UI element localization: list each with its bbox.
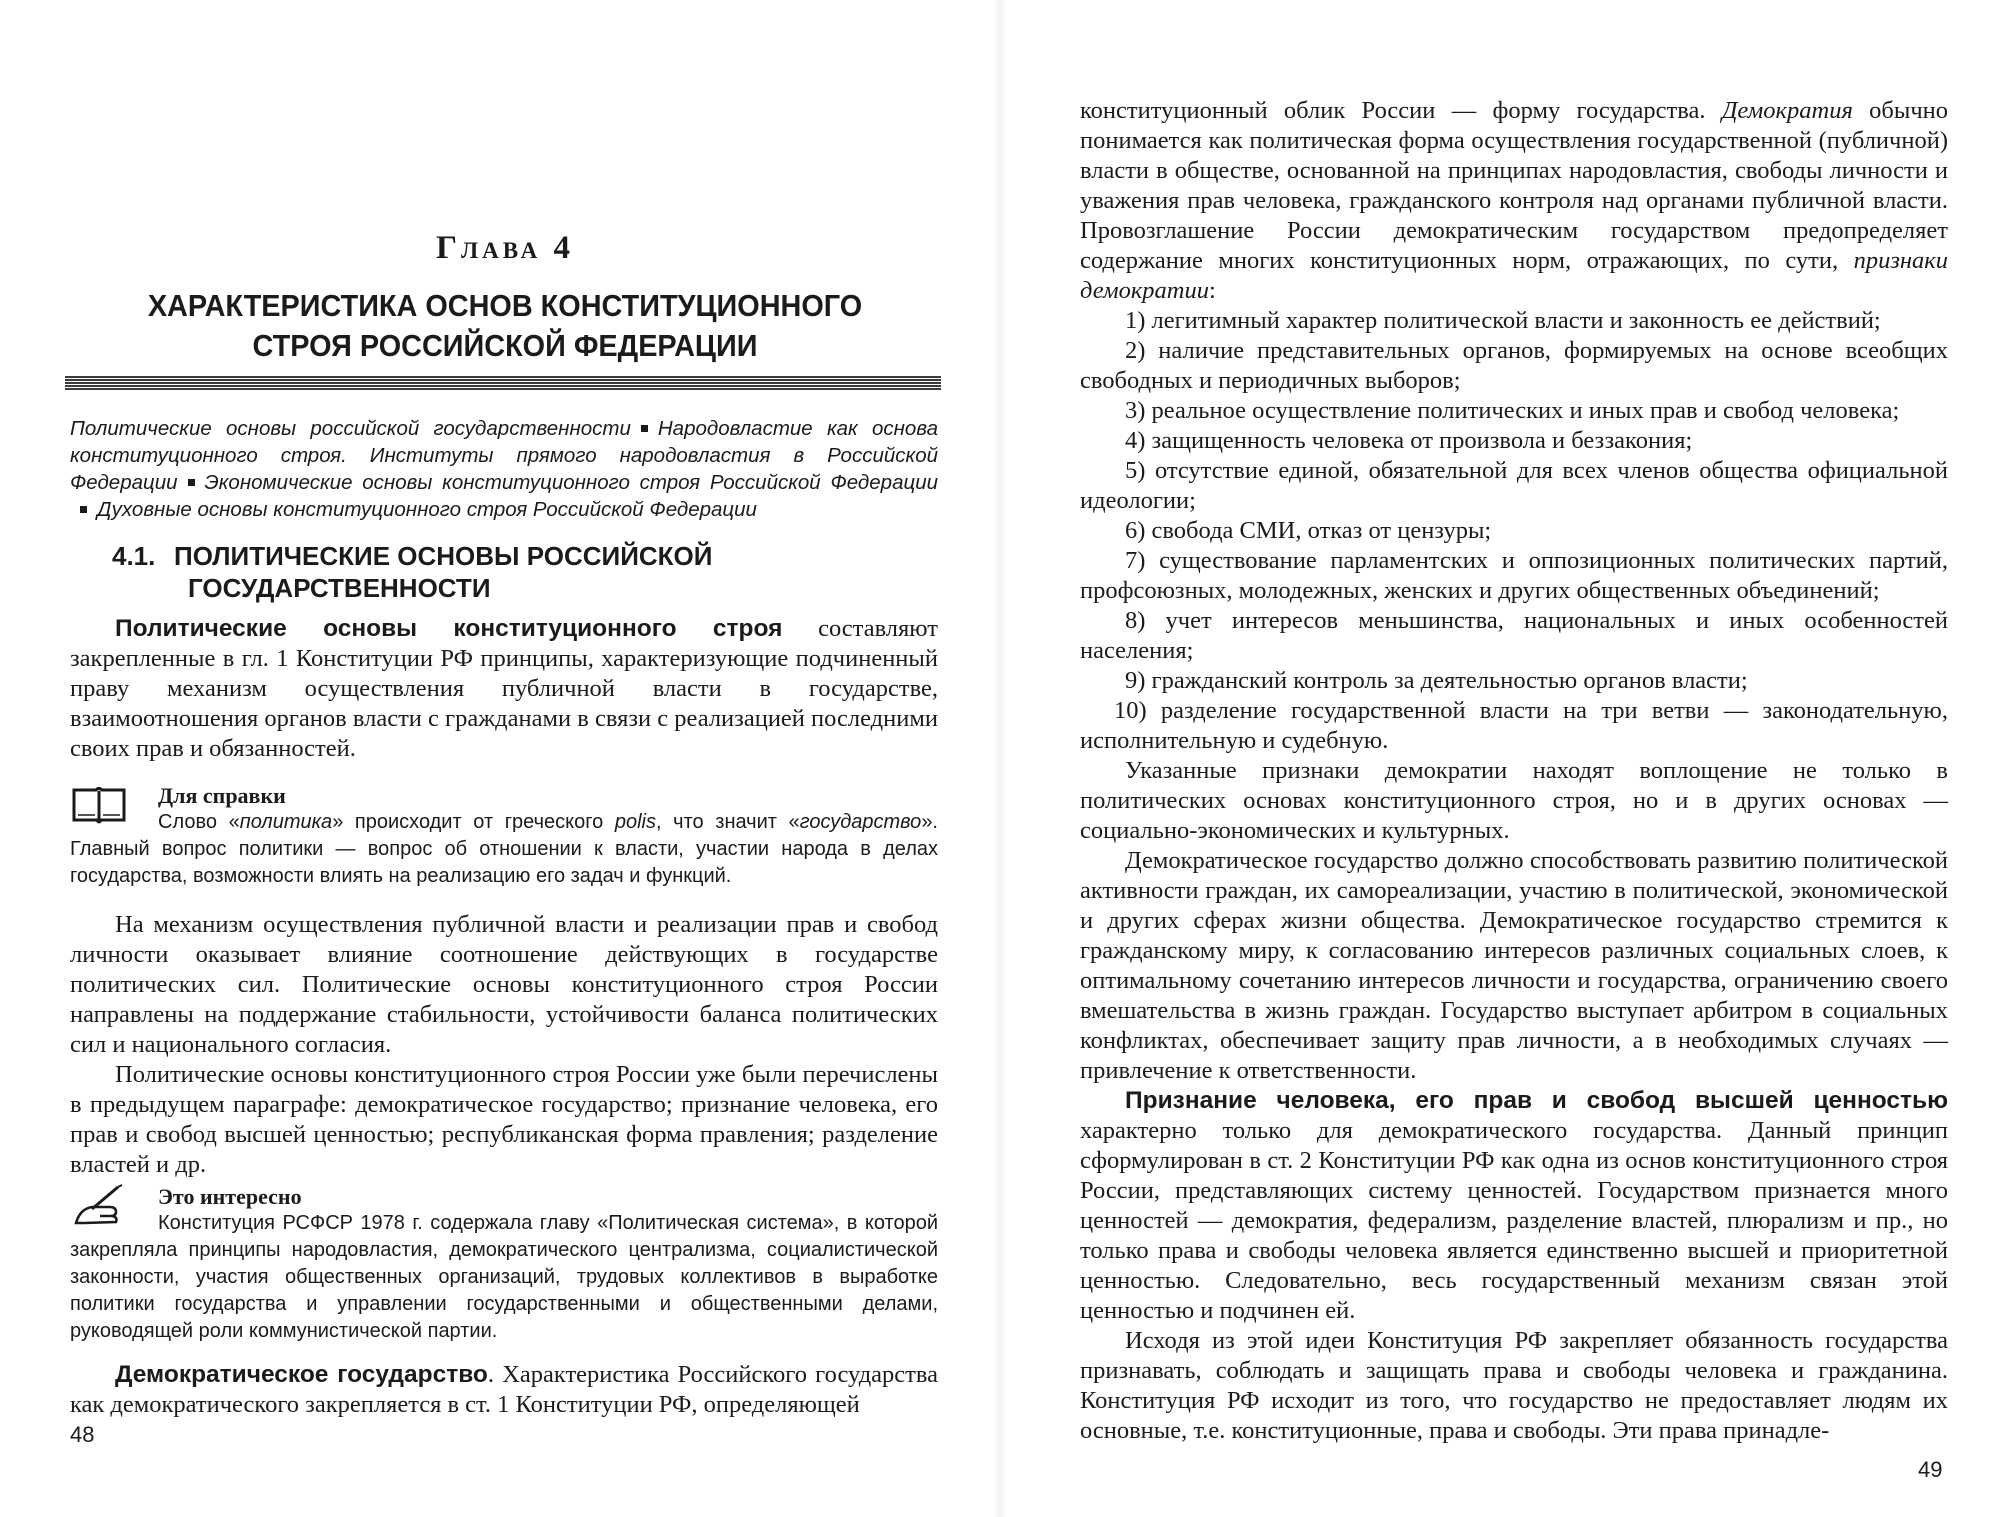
chapter-title bbox=[100, 286, 909, 366]
section-title-line2: ГОСУДАРСТВЕННОСТИ bbox=[188, 573, 491, 603]
paragraph-text: обычно понимается как политическая форма осуществления государственной (публичной) власти в обществе, основанной на принципах народовластия, свободы личности и уважения прав человека, гражданского контроля над органами публичной власти. Провозглашение России демократическим государством предопределяет содержание многих конституционных норм, отражающих, по сути, bbox=[1080, 97, 1948, 274]
bold-term: Политические основы конституционного строя bbox=[115, 615, 783, 642]
list-item: 8) учет интересов меньшинства, национальных и иных особенностей населения; bbox=[1080, 607, 1948, 664]
reference-text-italic: государство bbox=[799, 811, 922, 833]
reference-box bbox=[70, 782, 938, 890]
reference-text-italic: политика bbox=[239, 811, 333, 833]
chapter-title-line1: ХАРАКТЕРИСТИКА ОСНОВ КОНСТИТУЦИОННОГО bbox=[147, 288, 863, 323]
paragraph: Демократическое государство должно способствовать развитию политической активности граждан, их самореализации, участию в политической, экономической и других сферах жизни общества. Демократическое государство стремится к гражданскому миру, к согласованию интересов различных социальных слоев, к оптимальному сочетанию интересов личности и государства, ограничению своего вмешательства в жизнь граждан. Государство выступает арбитром в социальных конфликтах, обеспечивает защиту прав личности, а в необходимых случаях — привлечение к ответственности. bbox=[1080, 847, 1948, 1084]
paragraph bbox=[1080, 1086, 1948, 1326]
interesting-heading: Это интересно bbox=[158, 1184, 302, 1209]
paragraph bbox=[70, 614, 938, 764]
list-item: 6) свобода СМИ, отказ от цензуры; bbox=[1125, 517, 1492, 544]
right-body bbox=[1080, 96, 1948, 1446]
paragraph bbox=[70, 1360, 938, 1420]
reference-text-italic: polis bbox=[614, 811, 656, 833]
paragraph-text: . Характеристика Российского государства как демократического закрепляется в ст. 1 Конституции РФ, определяющей bbox=[70, 1361, 938, 1418]
page-number-right: 49 bbox=[1918, 1457, 1943, 1482]
paragraph: На механизм осуществления публичной власти и реализации прав и свобод личности оказывает влияние соотношение действующих в государстве политических сил. Политические основы конституционного строя России направлены на поддержание стабильности, устойчивости баланса политических сил и национального согласия. bbox=[70, 911, 938, 1058]
paragraph: Исходя из этой идеи Конституция РФ закрепляет обязанность государства признавать, соблюдать и защищать права и свободы человека и гражданина. Конституция РФ исходит из того, что государство не предоставляет людям их основные, т.е. конституционные, права и свободы. Эти права принадле- bbox=[1080, 1327, 1948, 1444]
section-number: 4.1. bbox=[112, 541, 156, 571]
reference-text bbox=[70, 809, 938, 890]
list-item: 1) легитимный характер политической власти и законность ее действий; bbox=[1125, 307, 1881, 334]
paragraph-text: составляют закрепленные в гл. 1 Конституции РФ принципы, характеризующие подчиненный праву механизм осуществления публичной власти в государстве, взаимоотношения органов власти с гражданами в связи с реализацией последними своих прав и обязанностей. bbox=[70, 615, 938, 762]
reference-text-part: » происходит от греческого bbox=[332, 811, 615, 833]
interesting-text bbox=[70, 1210, 938, 1345]
paragraph-text: конституционный облик России — форму государства. bbox=[1080, 97, 1722, 124]
interesting-text-body: Конституция РСФСР 1978 г. содержала главу «Политическая система», в которой закрепляла принципы народовластия, демократического централизма, социалистической законности, участия общественных организаций, трудовых коллективов в выработке политики государства и управлении государственными и общественными делами, руководящей роли коммунистической партии. bbox=[70, 1212, 938, 1342]
right-page bbox=[1000, 0, 2000, 1517]
list-item: 7) существование парламентских и оппозиционных политических партий, профсоюзных, молодежных, женских и других общественных объединений; bbox=[1080, 547, 1948, 604]
chapter-label: Глава 4 bbox=[436, 230, 574, 266]
paragraph bbox=[1080, 96, 1948, 306]
reference-text-part: , что значит « bbox=[656, 811, 800, 833]
section-heading bbox=[112, 540, 912, 604]
section-title-line1: ПОЛИТИЧЕСКИЕ ОСНОВЫ РОССИЙСКОЙ bbox=[174, 541, 713, 571]
list-item: 4) защищенность человека от произвола и беззакония; bbox=[1125, 427, 1693, 454]
list-item: 9) гражданский контроль за деятельностью органов власти; bbox=[1125, 667, 1748, 694]
square-bullet-icon bbox=[641, 425, 648, 432]
bold-term: Демократическое государство bbox=[115, 1361, 488, 1388]
chapter-title-line2: СТРОЯ РОССИЙСКОЙ ФЕДЕРАЦИИ bbox=[252, 328, 758, 363]
chapter-topics bbox=[70, 415, 938, 523]
left-body-part1 bbox=[70, 614, 938, 764]
list-item: 3) реальное осуществление политических и иных прав и свобод человека; bbox=[1125, 397, 1900, 424]
square-bullet-icon bbox=[188, 479, 195, 486]
reference-heading: Для справки bbox=[158, 783, 286, 808]
list-item: 2) наличие представительных органов, формируемых на основе всеобщих свободных и периодичных выборов; bbox=[1080, 337, 1948, 394]
italic-term: Демократия bbox=[1721, 97, 1853, 124]
page-number-left: 48 bbox=[70, 1422, 95, 1447]
paragraph-text: характерно только для демократического государства. Данный принцип сформулирован в ст. 2 Конституции РФ как одна из основ конституционного строя России, представляющих систему ценностей. Государством признается много ценностей — демократия, федерализм, разделение властей, плюрализм и пр., но только права и свободы человека является единственно высшей и приоритетной ценностью. Следовательно, весь государственный механизм связан этой ценностью и подчинен ей. bbox=[1080, 1117, 1948, 1324]
topic-item: Экономические основы конституционного строя Российской Федерации bbox=[204, 471, 938, 494]
reference-text-part: ». Главный вопрос политики — вопрос об отношении к власти, участии народа в делах государства, возможности влиять на реализацию его задач и функций. bbox=[70, 811, 938, 887]
open-book-icon bbox=[70, 782, 128, 828]
bold-term: Признание человека, его прав и свобод высшей ценностью bbox=[1125, 1087, 1948, 1114]
paragraph: Указанные признаки демократии находят воплощение не только в политических основах конституционного строя, но и в других основах — социально-экономических и культурных. bbox=[1080, 757, 1948, 844]
paragraph: Политические основы конституционного строя России уже были перечислены в предыдущем параграфе: демократическое государство; признание человека, его прав и свобод высшей ценностью; республиканская форма правления; разделение властей и др. bbox=[70, 1061, 938, 1178]
interesting-box bbox=[70, 1183, 938, 1345]
topic-item: Духовные основы конституционного строя Российской Федерации bbox=[97, 498, 757, 521]
list-item: 5) отсутствие единой, обязательной для всех членов общества официальной идеологии; bbox=[1080, 457, 1948, 514]
italic-term: признаки демократии bbox=[1080, 247, 1948, 304]
left-body-part2 bbox=[70, 910, 938, 1180]
topic-item: Народовластие как основа конституционного строя. Институты прямого народовластия в Российской Федерации bbox=[70, 417, 938, 494]
writing-hand-icon bbox=[70, 1183, 128, 1229]
list-item: 10) разделение государственной власти на три ветви — законодательную, исполнительную и судебную. bbox=[1080, 697, 1948, 754]
paragraph-text: : bbox=[1209, 277, 1216, 304]
square-bullet-icon bbox=[80, 506, 87, 513]
topic-item: Политические основы российской государственности bbox=[70, 417, 631, 440]
reference-text-part: Слово « bbox=[158, 811, 240, 833]
left-body-part3 bbox=[70, 1360, 938, 1420]
chapter-divider-rule bbox=[65, 376, 941, 390]
